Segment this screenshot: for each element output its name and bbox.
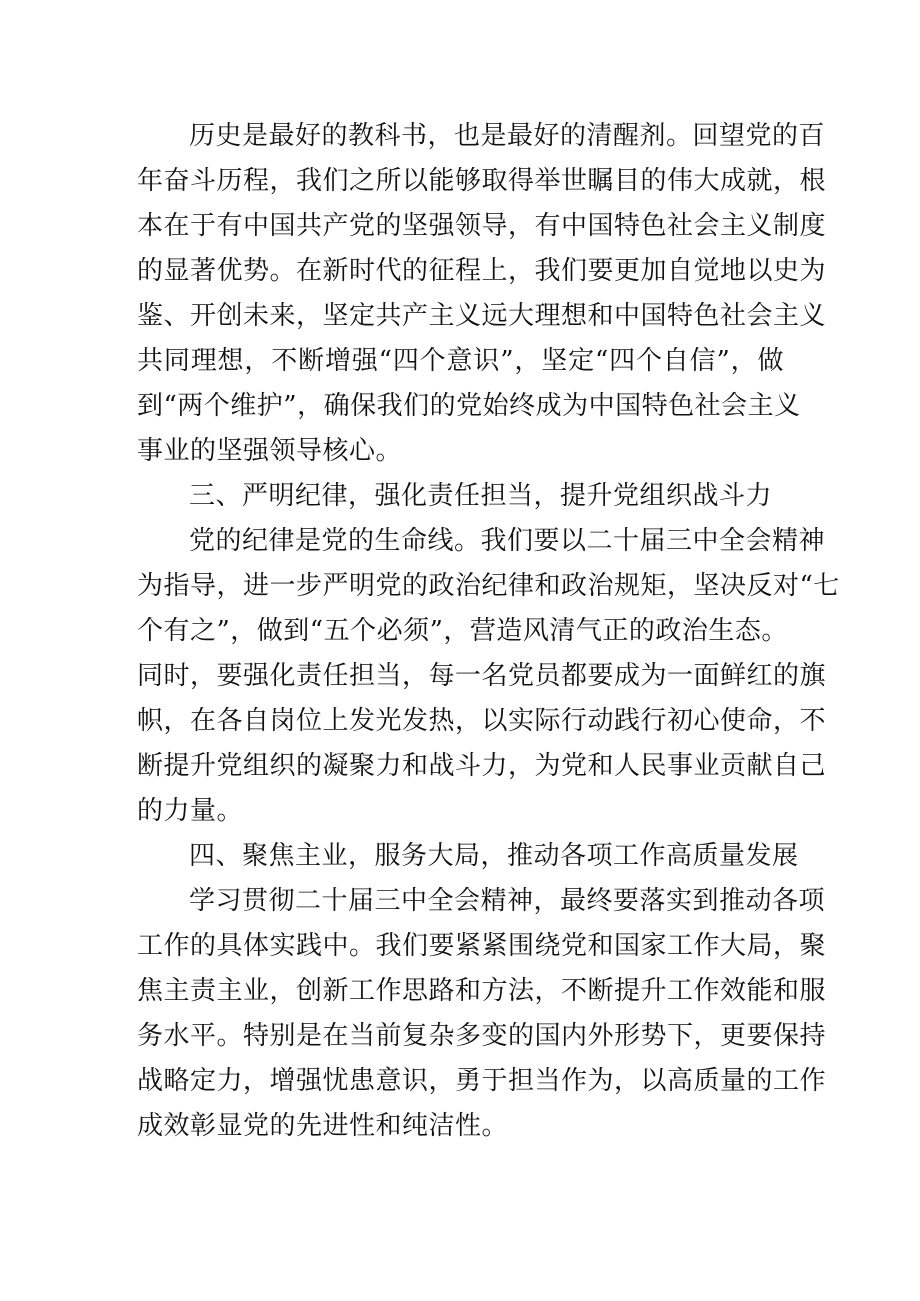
heading-line: 四、聚焦主业，服务大局，推动各项工作高质量发展	[189, 841, 799, 871]
text-line: 成效彰显党的先进性和纯洁性。	[137, 1111, 509, 1141]
text-line: 工作的具体实践中。我们要紧紧围绕党和国家工作大局，聚	[137, 931, 827, 961]
text-line: 的显著优势。在新时代的征程上，我们要更加自觉地以史为	[137, 256, 827, 286]
text-line: 党的纪律是党的生命线。我们要以二十届三中全会精神	[189, 526, 826, 556]
section-heading-3	[137, 474, 784, 519]
text-line: 个有之”，做到“五个必须”，营造风清气正的政治生态。	[137, 616, 788, 646]
text-line: 为指导，进一步严明党的政治纪律和政治规矩，坚决反对“七	[137, 571, 840, 601]
text-line: 战略定力，增强忧患意识，勇于担当作为，以高质量的工作	[137, 1066, 827, 1096]
heading-line: 三、严明纪律，强化责任担当，提升党组织战斗力	[189, 481, 773, 511]
text-line: 年奋斗历程，我们之所以能够取得举世瞩目的伟大成就，根	[137, 166, 827, 196]
text-line: 事业的坚强领导核心。	[137, 436, 403, 466]
text-line: 鉴、开创未来，坚定共产主义远大理想和中国特色社会主义	[137, 301, 827, 331]
text-line: 历史是最好的教科书，也是最好的清醒剂。回望党的百	[189, 121, 826, 151]
text-line: 学习贯彻二十届三中全会精神，最终要落实到推动各项	[189, 886, 826, 916]
text-line: 共同理想，不断增强“四个意识”，坚定“四个自信”，做	[137, 346, 784, 376]
paragraph-discipline	[137, 519, 840, 834]
section-heading-4	[137, 834, 799, 879]
text-line: 务水平。特别是在当前复杂多变的国内外形势下，更要保持	[137, 1021, 827, 1051]
text-line: 断提升党组织的凝聚力和战斗力，为党和人民事业贡献自己	[137, 751, 827, 781]
text-line: 到“两个维护”，确保我们的党始终成为中国特色社会主义	[137, 391, 801, 421]
text-line: 本在于有中国共产党的坚强领导，有中国特色社会主义制度	[137, 211, 827, 241]
paragraph-history	[137, 114, 827, 474]
text-line: 帜，在各自岗位上发光发热，以实际行动践行初心使命，不	[137, 706, 827, 736]
text-line: 焦主责主业，创新工作思路和方法，不断提升工作效能和服	[137, 976, 827, 1006]
paragraph-focus	[137, 879, 827, 1149]
text-line: 的力量。	[137, 796, 244, 826]
text-line: 同时，要强化责任担当，每一名党员都要成为一面鲜红的旗	[137, 661, 827, 691]
